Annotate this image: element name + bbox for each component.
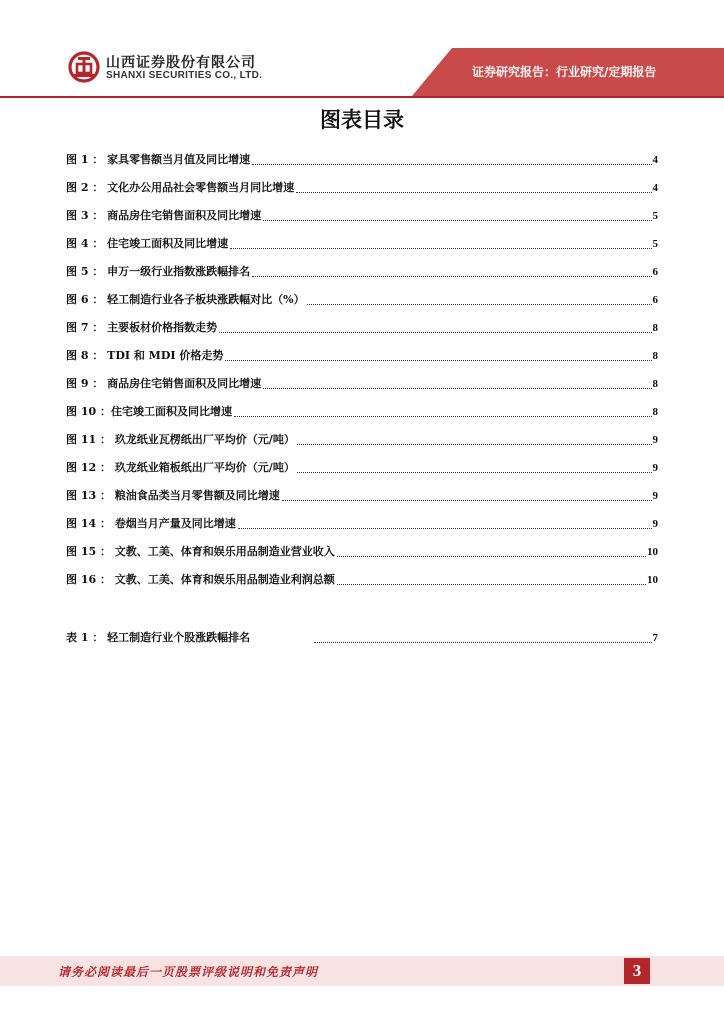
toc-entry-label: 图 12 ： 玖龙纸业箱板纸出厂平均价（元/吨）	[66, 461, 295, 474]
page-number: 3	[624, 958, 650, 984]
toc-entry-page: 9	[652, 434, 658, 446]
page-header	[0, 0, 724, 100]
leader-dots	[230, 247, 651, 249]
leader-dots	[238, 527, 652, 529]
leader-dots	[337, 555, 646, 557]
toc-entry-label: 图 14 ： 卷烟当月产量及同比增速	[66, 517, 236, 530]
toc-entry-label: 图 3 ： 商品房住宅销售面积及同比增速	[66, 209, 262, 222]
toc-entry-label: 图 16 ： 文教、工美、体育和娱乐用品制造业利润总额	[66, 573, 335, 586]
leader-dots	[337, 583, 646, 585]
leader-dots	[234, 415, 652, 417]
toc-entry-label: 图 15 ： 文教、工美、体育和娱乐用品制造业营业收入	[66, 545, 335, 558]
toc-entry[interactable]	[66, 178, 658, 196]
toc-entry-page: 9	[652, 518, 658, 530]
toc-entry[interactable]	[66, 542, 658, 560]
toc-entry-page: 5	[652, 210, 658, 222]
toc-entry-label: 图 1 ： 家具零售额当月值及同比增速	[66, 153, 251, 166]
toc-entry-page: 6	[652, 294, 658, 306]
toc-entry[interactable]	[66, 458, 658, 476]
toc-entry-label: 图 13 ： 粮油食品类当月零售额及同比增速	[66, 489, 280, 502]
shanxi-securities-logo-icon	[68, 51, 100, 83]
toc-entry-page: 9	[652, 490, 658, 502]
toc-entry-page: 4	[652, 182, 658, 194]
toc-entry[interactable]	[66, 206, 658, 224]
toc-entry[interactable]	[66, 570, 658, 588]
disclaimer-notice: 请务必阅读最后一页股票评级说明和免责声明	[58, 965, 319, 979]
toc-entry[interactable]	[66, 318, 658, 336]
toc-entry-label: 图 5 ： 申万一级行业指数涨跌幅排名	[66, 265, 251, 278]
company-name-en: SHANXI SECURITIES CO., LTD.	[106, 70, 263, 81]
toc-entry-label: 图 9 ： 商品房住宅销售面积及同比增速	[66, 377, 262, 390]
toc-entry-page: 8	[652, 322, 658, 334]
toc-entry-label: 图 10 ：住宅竣工面积及同比增速	[66, 405, 232, 418]
leader-dots	[297, 443, 652, 445]
toc-entry-label: 图 7 ： 主要板材价格指数走势	[66, 321, 218, 334]
toc-entry-label: 表 1 ： 轻工制造行业个股涨跌幅排名	[66, 631, 251, 644]
toc-entry[interactable]	[66, 346, 658, 364]
toc-entry-page: 7	[652, 632, 658, 644]
toc-entry-label: 图 4 ： 住宅竣工面积及同比增速	[66, 237, 229, 250]
toc-entry[interactable]	[66, 262, 658, 280]
toc-entry[interactable]	[66, 150, 658, 168]
page-title: 图表目录	[320, 108, 404, 132]
leader-dots	[297, 471, 652, 473]
toc-entry[interactable]	[66, 514, 658, 532]
toc-entry-page: 10	[647, 574, 658, 586]
leader-dots	[314, 641, 651, 643]
toc-entry-page: 4	[652, 154, 658, 166]
toc-entry[interactable]	[66, 374, 658, 392]
leader-dots	[307, 303, 652, 305]
toc-entry-page: 8	[652, 378, 658, 390]
leader-dots	[252, 163, 651, 165]
toc-entry[interactable]	[66, 290, 658, 308]
toc-entry-page: 10	[647, 546, 658, 558]
leader-dots	[263, 387, 651, 389]
toc-entry[interactable]	[66, 234, 658, 252]
toc-entry[interactable]	[66, 402, 658, 420]
toc-entry[interactable]	[66, 430, 658, 448]
leader-dots	[282, 499, 652, 501]
toc-entry-label: 图 6 ： 轻工制造行业各子板块涨跌幅对比（%）	[66, 293, 305, 306]
toc-entry-label: 图 11 ： 玖龙纸业瓦楞纸出厂平均价（元/吨）	[66, 433, 295, 446]
toc-entry-label: 图 2 ： 文化办公用品社会零售额当月同比增速	[66, 181, 295, 194]
table-toc-entry[interactable]	[66, 628, 658, 646]
toc-entry-page: 9	[652, 462, 658, 474]
toc-entry-page: 8	[652, 350, 658, 362]
toc-entry-page: 5	[652, 238, 658, 250]
leader-dots	[252, 275, 651, 277]
leader-dots	[225, 359, 651, 361]
toc-entry[interactable]	[66, 486, 658, 504]
toc-entry-page: 8	[652, 406, 658, 418]
report-type-label: 证券研究报告：行业研究/定期报告	[472, 65, 657, 79]
header-divider	[0, 96, 724, 98]
leader-dots	[219, 331, 651, 333]
leader-dots	[263, 219, 651, 221]
toc-entry-label: 图 8 ： TDI 和 MDI 价格走势	[66, 349, 224, 362]
leader-dots	[296, 191, 651, 193]
toc-entry-page: 6	[652, 266, 658, 278]
company-name-cn: 山西证券股份有限公司	[106, 55, 256, 71]
